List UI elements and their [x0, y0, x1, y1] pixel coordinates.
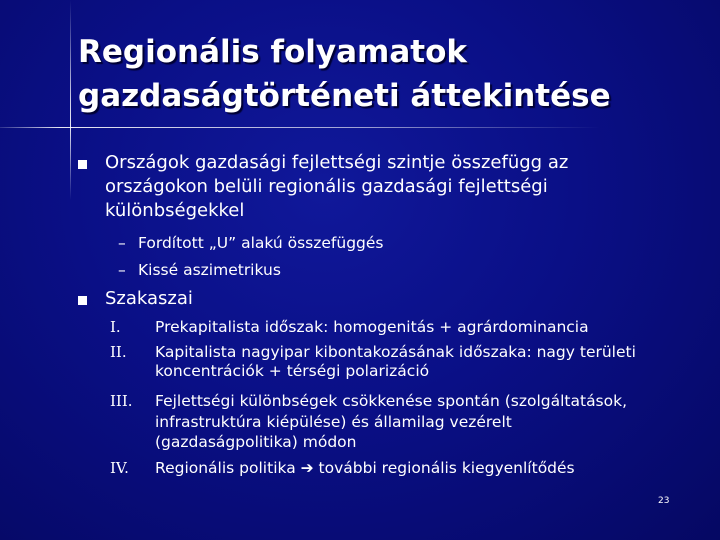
dash-marker: –	[118, 234, 126, 252]
roman-numeral: I.	[110, 318, 121, 336]
bullet-1-line-3: különbségekkel	[105, 200, 245, 221]
roman-item-3-line-1: Fejlettségi különbségek csökkenése spontán (szolgáltatások,	[155, 392, 628, 410]
roman-item-2-line-2: koncentrációk + térségi polarizáció	[155, 362, 430, 380]
page-number: 23	[658, 496, 670, 506]
sub-item-2	[118, 260, 281, 280]
roman-item-2-line-1: Kapitalista nagyipar kibontakozásának időszaka: nagy területi	[155, 343, 636, 361]
roman-item-3-line-2: infrastruktúra kiépülése) és államilag vezérelt	[155, 413, 512, 431]
sub-item-1	[118, 233, 384, 253]
slide-title	[78, 30, 698, 118]
roman-numeral: II.	[110, 343, 127, 361]
roman-item-3-line-3: (gazdaságpolitika) módon	[155, 433, 357, 451]
dash-marker: –	[118, 261, 126, 279]
roman-numeral: III.	[110, 392, 133, 410]
decorative-horizontal-line	[0, 127, 600, 128]
bullet-1-line-2: országokon belüli regionális gazdasági fejlettségi	[105, 176, 548, 197]
decorative-vertical-line	[70, 0, 71, 200]
bullet-square-icon	[78, 160, 87, 169]
roman-item-4-line-1: Regionális politika ➔ további regionális kiegyenlítődés	[155, 459, 575, 477]
sub-item-2-text: Kissé aszimetrikus	[138, 261, 281, 279]
bullet-square-icon	[78, 296, 87, 305]
bullet-2-line-1: Szakaszai	[105, 288, 193, 309]
sub-item-1-text: Fordított „U” alakú összefüggés	[138, 234, 384, 252]
slide-title-line-1: Regionális folyamatok	[78, 34, 467, 70]
bullet-1-line-1: Országok gazdasági fejlettségi szintje összefügg az	[105, 152, 569, 173]
roman-item-1-line-1: Prekapitalista időszak: homogenitás + agrárdominancia	[155, 318, 589, 336]
slide-title-line-2: gazdaságtörténeti áttekintése	[78, 78, 611, 114]
roman-numeral: IV.	[110, 459, 129, 477]
